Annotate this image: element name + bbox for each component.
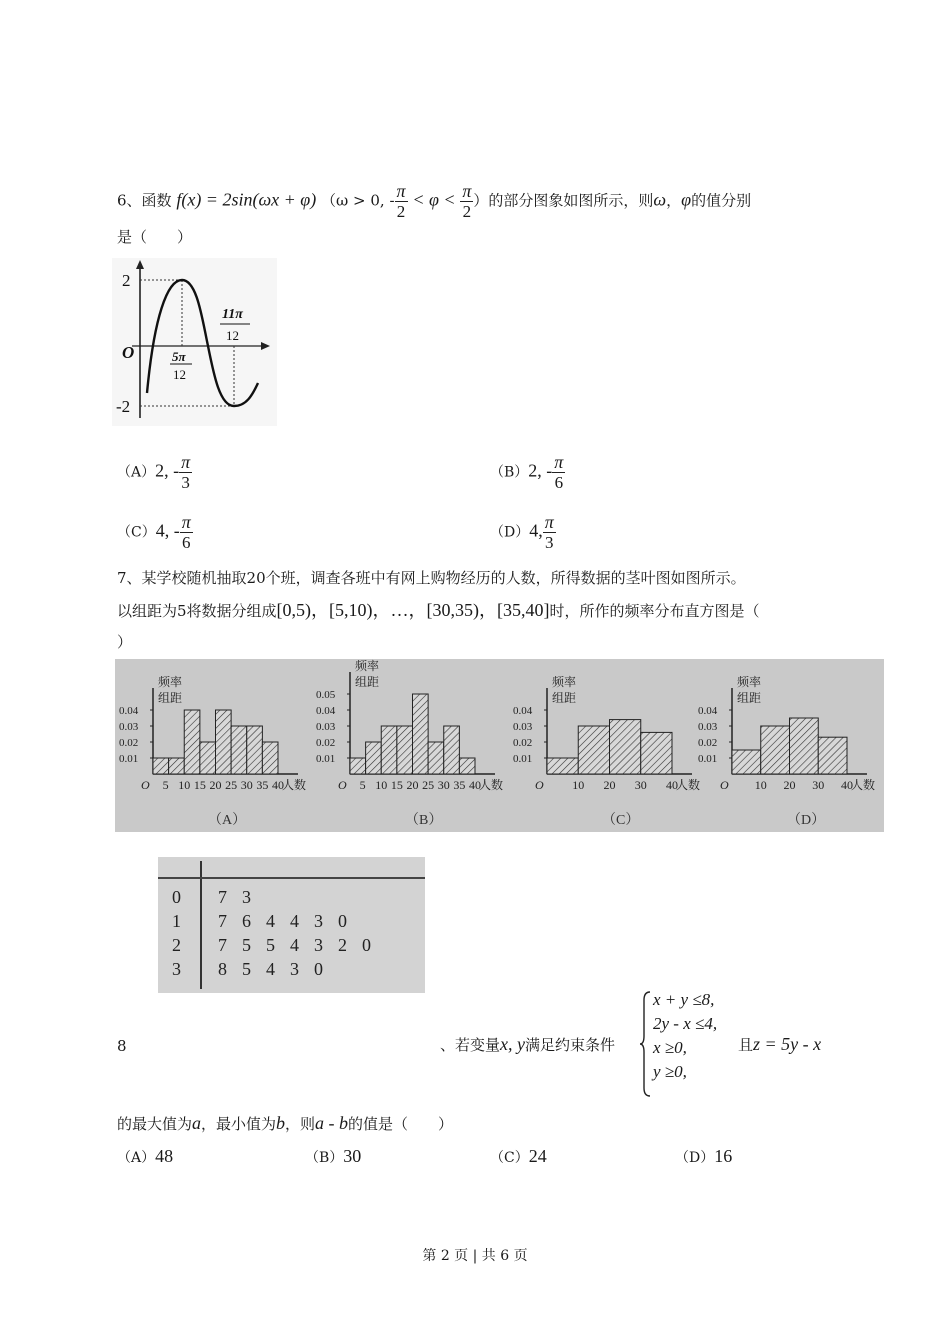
q7-line2 [117,600,760,621]
histogram-bar [578,726,609,774]
option-label: （D） [675,1150,715,1166]
leaf-value: 3 [314,935,323,955]
q6-comma: ， [666,191,682,210]
option-value: 30 [343,1146,362,1166]
x-tick-label: 30 [437,778,450,792]
leaf-value: 7 [218,887,227,907]
y-tick-label: 0.03 [316,721,336,733]
y-label-top: 频率 [552,675,577,689]
x-tick-label: 10 [754,778,767,792]
histogram-bar [231,726,247,774]
x-tick-label: 10 [178,778,191,792]
x1-denominator: 12 [173,367,186,382]
y-label-top: 频率 [355,659,380,673]
y-tick-label: 0.03 [698,721,718,733]
histogram-bar [641,732,672,774]
frac-den: 2 [462,202,472,221]
q8-b: b [276,1113,286,1133]
x-unit-label: 人数 [851,778,876,792]
q8-option-d[interactable] [675,1146,732,1168]
histogram-bar [200,742,216,774]
q6-line2: 是（ ） [117,228,193,246]
y-label-top: 频率 [737,675,762,689]
stem-header-line [158,877,425,879]
leaf-value: 0 [314,959,323,979]
constraint-4: y ≥0, [653,1062,687,1081]
x-tick-label: O [720,778,729,792]
option-value: 16 [714,1146,733,1166]
q8-a: a [192,1113,202,1133]
leaf-value: 4 [290,935,299,955]
y-tick-min: -2 [116,397,131,416]
frac-num: π [396,181,406,201]
y-label-top: 频率 [158,675,183,689]
leaf-value: 6 [242,911,251,931]
leaf-value: 8 [218,959,227,979]
frac-num: π [554,452,564,472]
q6-condition-close: ）的部分图象如图所示，则 [473,191,654,210]
y-tick-label: 0.02 [316,737,336,749]
q6-function: f(x) = 2sin(ωx + φ) [176,189,317,210]
q8-constraints [653,988,717,1084]
option-value: 4, [529,520,543,541]
leaf-value: 2 [338,935,347,955]
q7-stem-leaf-plot [158,857,425,993]
q8-option-c[interactable] [490,1146,547,1168]
stem-value: 0 [172,887,181,907]
q6-option-a[interactable] [117,453,192,492]
q7-groups: [0,5)，[5,10)，…，[30,35)，[35,40] [276,600,550,620]
y-label-bottom: 组距 [737,691,762,705]
x-tick-label: 5 [162,778,169,792]
histogram-bar [381,726,397,774]
q6-inequality: < φ < [412,189,456,210]
q8-pre: 、若变量 [440,1036,501,1054]
q8-option-b[interactable] [305,1146,361,1168]
histogram-option-label: （A） [208,813,247,828]
x-tick-label: 40 [841,778,853,792]
q8-line2-c: ，则 [285,1115,316,1133]
frac-den: 2 [396,202,406,221]
histogram-b[interactable] [316,659,503,828]
q6-omega: ω [653,189,667,210]
q8-number: 8 [117,1037,127,1055]
x-tick-label: 35 [256,778,269,792]
y-tick-label: 0.01 [513,753,533,765]
frac-den: 6 [181,533,191,552]
histograms-svg [115,659,884,832]
q8-line2 [117,1113,453,1134]
stem-value: 2 [172,935,181,955]
x-tick-label: 40 [666,778,678,792]
q6-condition-open: （ω > 0, - [321,191,395,210]
q8-vars: x, y [500,1034,525,1054]
graph-background [112,258,277,426]
q6-sine-graph [112,258,277,426]
histogram-bar [790,718,819,774]
leaf-value: 4 [266,911,275,931]
leaf-value: 5 [266,935,275,955]
x-tick-label: 20 [406,778,419,792]
q6-option-c[interactable] [117,513,193,552]
q8-mid: 满足约束条件 [525,1036,616,1054]
q6-phi: φ [681,189,692,210]
frac-den: 3 [181,473,190,492]
histogram-bar [818,737,847,774]
q6-frac-1 [395,182,408,221]
option-value: 48 [155,1146,174,1166]
q7-line2-a: 以组距为5将数据分组成 [117,602,277,620]
x-tick-label: 10 [572,778,585,792]
histogram-c[interactable] [513,674,700,828]
frac-num: π [462,181,472,201]
histogram-bar [169,758,185,774]
option-label: （A） [117,1150,156,1166]
histogram-option-label: （C） [602,813,640,828]
stem-value: 3 [172,959,181,979]
q8-brace [640,990,652,1098]
histogram-bar [153,758,169,774]
q8-line2-a: 的最大值为 [117,1115,193,1133]
y-tick-label: 0.03 [513,721,533,733]
frac-den: 6 [554,473,564,492]
y-tick-label: 0.03 [119,721,139,733]
y-label-bottom: 组距 [158,691,183,705]
x-tick-label: 20 [783,778,796,792]
option-value: 2, - [155,460,180,481]
q6-option-b[interactable] [490,453,565,492]
x2-denominator: 12 [226,328,239,343]
x-tick-label: 15 [390,778,403,792]
histogram-bar [216,710,232,774]
x-tick-label: 35 [453,778,466,792]
leaf-value: 0 [338,911,347,931]
y-label-bottom: 组距 [552,691,577,705]
x-tick-label: 10 [375,778,388,792]
q6-frac-2 [460,182,473,221]
leaf-value: 4 [266,959,275,979]
y-label-bottom: 组距 [355,675,380,689]
leaf-value: 3 [242,887,251,907]
histogram-bar [547,758,578,774]
y-tick-label: 0.02 [513,737,533,749]
leaf-value: 4 [290,911,299,931]
x-tick-label: 30 [240,778,253,792]
histogram-bar [428,742,444,774]
histogram-bar [262,742,278,774]
x-tick-label: 5 [359,778,366,792]
y-tick-label: 0.02 [119,737,139,749]
q6-line1 [117,182,751,221]
q7-line2-b: 时，所作的频率分布直方图是（ [549,602,760,620]
y-tick-label: 0.01 [316,753,336,765]
option-value: 2, - [528,460,553,481]
stem-divider [200,861,202,989]
option-value: 24 [528,1146,547,1166]
y-tick-label: 0.02 [698,737,718,749]
option-frac [543,513,556,552]
option-label: （A） [117,464,156,481]
stem-value: 1 [172,911,181,931]
q8-z: z = 5y - x [753,1034,822,1054]
x-tick-label: 15 [193,778,206,792]
leaf-value: 7 [218,935,227,955]
option-value: 4, - [155,520,180,541]
q8-a-minus-b: a - b [315,1113,349,1133]
histogram-option-label: （D） [787,813,826,828]
histogram-bar [247,726,263,774]
histogram-bar [350,758,366,774]
leaf-value: 5 [242,959,251,979]
q6-number: 6、函数 [117,191,172,210]
q8-line2-b: ，最小值为 [201,1115,277,1133]
x-tick-label: 20 [603,778,616,792]
option-label: （C） [117,524,156,541]
x-tick-label: O [535,778,544,792]
histogram-bar [184,710,200,774]
histogram-bar [610,720,641,774]
q8-line2-d: 的值是（ ） [348,1115,454,1133]
histogram-d[interactable] [698,674,875,828]
option-frac [180,513,193,552]
histogram-bar [397,726,413,774]
q6-tail: 的值分别 [691,191,752,210]
frac-num: π [181,512,191,532]
q8-and: 且 [738,1036,754,1054]
x-unit-label: 人数 [479,778,504,792]
q8-line1 [440,1034,615,1055]
histogram-bar [459,758,475,774]
option-label: （C） [490,1150,529,1166]
frac-num: π [544,512,554,532]
y-tick-label: 0.04 [316,705,336,717]
option-frac [552,453,565,492]
histogram-bar [761,726,790,774]
leaf-value: 7 [218,911,227,931]
histogram-bar [413,694,429,774]
x-tick-label: 20 [209,778,222,792]
constraint-1: x + y ≤8, [653,990,715,1009]
x-tick-label: O [338,778,347,792]
constraint-2: 2y - x ≤4, [653,1014,718,1033]
y-tick-label: 0.01 [698,753,718,765]
x-tick-label: 40 [272,778,284,792]
x-unit-label: 人数 [282,778,307,792]
leaf-value: 3 [314,911,323,931]
leaf-value: 0 [362,935,371,955]
page-footer: 第 2 页 | 共 6 页 [422,1248,528,1264]
leaf-value: 3 [290,959,299,979]
frac-den: 3 [545,533,554,552]
x-tick-label: 30 [634,778,647,792]
constraint-3: x ≥0, [653,1038,687,1057]
y-tick-label: 0.04 [698,705,718,717]
x-unit-label: 人数 [676,778,701,792]
q7-line1: 7、某学校随机抽取20个班，调查各班中有网上购物经历的人数，所得数据的茎叶图如图所示。 [117,569,746,587]
y-tick-label: 0.04 [513,705,533,717]
option-frac [179,453,192,492]
option-label: （D） [490,524,530,541]
x-tick-label: O [141,778,150,792]
histogram-bar [444,726,460,774]
q6-option-d[interactable] [490,513,556,552]
histogram-bar [732,750,761,774]
origin-label: O [122,343,135,362]
frac-num: π [181,452,191,472]
q8-objective [738,1034,821,1055]
y-tick-max: 2 [122,271,131,290]
x-tick-label: 40 [469,778,481,792]
histogram-option-label: （B） [405,813,443,828]
x2-numerator: 11π [222,307,243,322]
option-label: （B） [305,1150,344,1166]
q8-option-a[interactable] [117,1146,173,1168]
q7-line3: ） [117,633,133,651]
q7-histograms-photo [115,659,884,832]
option-label: （B） [490,464,529,481]
x-tick-label: 25 [225,778,238,792]
histogram-bar [366,742,382,774]
y-tick-label: 0.05 [316,689,336,701]
y-tick-label: 0.01 [119,753,139,765]
leaf-value: 5 [242,935,251,955]
x-tick-label: 30 [812,778,825,792]
x1-numerator: 5π [172,349,186,364]
histogram-a[interactable] [119,674,306,828]
brace-path [640,992,650,1096]
x-tick-label: 25 [422,778,435,792]
y-tick-label: 0.04 [119,705,139,717]
